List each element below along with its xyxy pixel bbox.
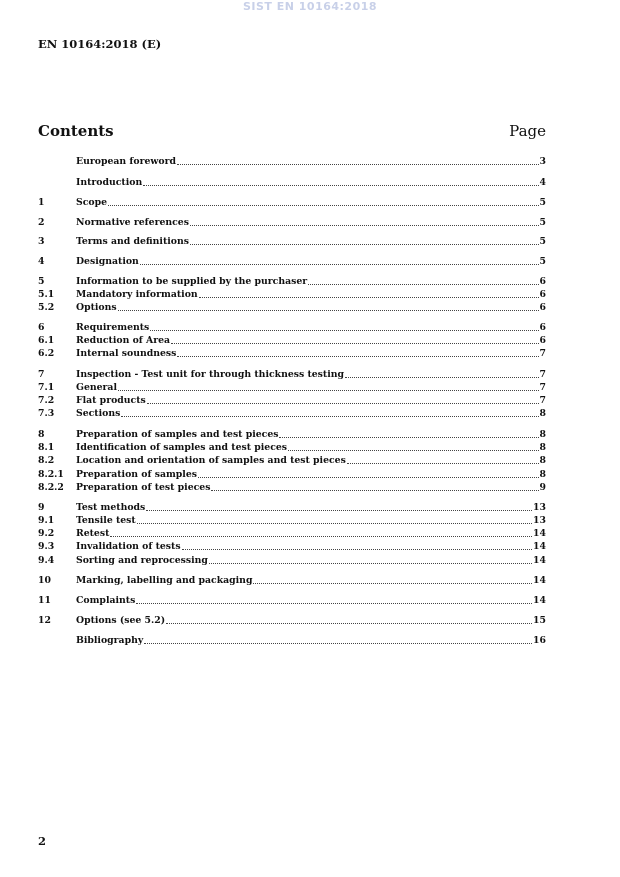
toc-entry-page: 8: [539, 429, 546, 440]
toc-entry-number: 6.2: [38, 348, 55, 359]
toc-entry-title: Mandatory information: [76, 289, 198, 300]
toc-entry-page: 16: [533, 635, 546, 646]
toc-entry[interactable]: [38, 368, 546, 381]
toc-leader-dots: [308, 283, 538, 285]
toc-leader-dots: [118, 309, 539, 311]
toc-entry-title: Tensile test: [76, 515, 136, 526]
toc-entry-number: 6.1: [38, 335, 55, 346]
toc-entry-page: 14: [533, 555, 546, 566]
toc-entry-title: Test methods: [76, 502, 146, 513]
toc-entry-page: 9: [539, 482, 546, 493]
toc-entry-title: Retest: [76, 528, 110, 539]
toc-entry[interactable]: [38, 288, 546, 301]
toc-entry-number: 12: [38, 615, 51, 626]
toc-entry-page: 5: [539, 217, 546, 228]
toc-entry[interactable]: [38, 275, 546, 288]
toc-entry-number: 2: [38, 217, 45, 228]
toc-leader-dots: [288, 449, 538, 451]
document-header: EN 10164:2018 (E): [38, 37, 162, 51]
toc-entry[interactable]: [38, 347, 546, 360]
toc-entry[interactable]: [38, 381, 546, 394]
toc-entry[interactable]: [38, 155, 546, 168]
toc-entry[interactable]: [38, 301, 546, 314]
toc-leader-dots: [279, 436, 538, 438]
toc-leader-dots: [140, 263, 539, 265]
toc-entry[interactable]: [38, 527, 546, 540]
toc-leader-dots: [190, 243, 539, 245]
toc-entry[interactable]: [38, 594, 546, 607]
toc-entry[interactable]: [38, 255, 546, 268]
toc-leader-dots: [199, 296, 539, 298]
toc-entry-number: 9.4: [38, 555, 55, 566]
toc-leader-dots: [198, 476, 539, 478]
toc-entry-title: Sorting and reprocessing: [76, 555, 208, 566]
toc-entry-page: 14: [533, 528, 546, 539]
toc-entry-title: Identification of samples and test pieces: [76, 442, 288, 453]
toc-leader-dots: [110, 535, 532, 537]
toc-entry-number: 8.2: [38, 455, 55, 466]
toc-entry-title: Information to be supplied by the purchaser: [76, 276, 308, 287]
toc-entry-number: 7: [38, 369, 45, 380]
toc-entry[interactable]: [38, 321, 546, 334]
toc-entry-title: Requirements: [76, 322, 150, 333]
toc-leader-dots: [177, 163, 539, 165]
toc-entry[interactable]: [38, 614, 546, 627]
toc-entry-page: 6: [539, 276, 546, 287]
toc-entry-title: General: [76, 382, 117, 393]
toc-entry-page: 6: [539, 302, 546, 313]
toc-entry-page: 15: [533, 615, 546, 626]
toc-entry-title: Sections: [76, 408, 121, 419]
toc-entry-page: 7: [539, 369, 546, 380]
toc-entry[interactable]: [38, 501, 546, 514]
toc-entry-number: 9.2: [38, 528, 55, 539]
toc-entry-title: Terms and definitions: [76, 236, 189, 247]
toc-entry[interactable]: [38, 540, 546, 553]
toc-entry-title: Preparation of samples and test pieces: [76, 429, 279, 440]
toc-entry-title: Reduction of Area: [76, 335, 171, 346]
toc-leader-dots: [144, 642, 532, 644]
toc-entry-number: 7.2: [38, 395, 55, 406]
toc-entry-page: 14: [533, 575, 546, 586]
toc-leader-dots: [121, 415, 538, 417]
toc-entry[interactable]: [38, 514, 546, 527]
toc-leader-dots: [211, 489, 538, 491]
page-column-label: Page: [509, 122, 546, 140]
toc-entry[interactable]: [38, 454, 546, 467]
toc-entry[interactable]: [38, 554, 546, 567]
toc-entry[interactable]: [38, 394, 546, 407]
toc-entry-number: 8.2.1: [38, 469, 64, 480]
toc-leader-dots: [171, 342, 538, 344]
toc-entry-number: 4: [38, 256, 45, 267]
toc-entry-title: Internal soundness: [76, 348, 177, 359]
toc-entry-number: 8.1: [38, 442, 55, 453]
toc-entry-title: Options: [76, 302, 117, 313]
toc-entry[interactable]: [38, 176, 546, 189]
toc-leader-dots: [137, 522, 532, 524]
toc-leader-dots: [108, 204, 539, 206]
toc-entry-page: 7: [539, 395, 546, 406]
toc-leader-dots: [177, 355, 538, 357]
toc-entry-title: Introduction: [76, 177, 143, 188]
toc-leader-dots: [345, 376, 539, 378]
toc-entry[interactable]: [38, 441, 546, 454]
watermark: SIST EN 10164:2018: [242, 0, 378, 13]
toc-entry-page: 13: [533, 515, 546, 526]
toc-entry-title: Preparation of test pieces: [76, 482, 211, 493]
toc-entry-page: 8: [539, 469, 546, 480]
toc-entry-number: 7.3: [38, 408, 55, 419]
toc-entry-title: Inspection - Test unit for through thickness testing: [76, 369, 344, 380]
toc-entry-number: 10: [38, 575, 51, 586]
toc-entry[interactable]: [38, 216, 546, 229]
toc-entry[interactable]: [38, 428, 546, 441]
toc-entry-page: 14: [533, 541, 546, 552]
toc-entry-number: 1: [38, 197, 45, 208]
toc-entry-page: 7: [539, 382, 546, 393]
toc-entry-title: Invalidation of tests: [76, 541, 181, 552]
toc-entry-number: 5: [38, 276, 45, 287]
toc-entry-page: 8: [539, 442, 546, 453]
toc-entry-number: 9: [38, 502, 45, 513]
toc-entry-title: Preparation of samples: [76, 469, 197, 480]
toc-entry-title: Designation: [76, 256, 139, 267]
toc-leader-dots: [147, 402, 539, 404]
toc-leader-dots: [146, 509, 532, 511]
toc-entry[interactable]: [38, 196, 546, 209]
toc-entry-page: 7: [539, 348, 546, 359]
toc-leader-dots: [118, 389, 539, 391]
toc-leader-dots: [190, 224, 539, 226]
toc-entry[interactable]: [38, 481, 546, 494]
toc-entry-page: 3: [539, 156, 546, 167]
toc-entry-page: 5: [539, 256, 546, 267]
toc-entry-page: 5: [539, 197, 546, 208]
toc-entry-number: 3: [38, 236, 45, 247]
toc-entry-page: 13: [533, 502, 546, 513]
toc-entry-page: 8: [539, 455, 546, 466]
toc-entry[interactable]: [38, 634, 546, 647]
toc-leader-dots: [150, 329, 538, 331]
toc-entry-number: 11: [38, 595, 51, 606]
toc-leader-dots: [182, 548, 532, 550]
toc-entry-page: 8: [539, 408, 546, 419]
toc-entry[interactable]: [38, 235, 546, 248]
toc-entry-number: 6: [38, 322, 45, 333]
toc-entry-number: 7.1: [38, 382, 55, 393]
toc-entry-page: 14: [533, 595, 546, 606]
toc-leader-dots: [253, 582, 532, 584]
contents-title: Contents: [38, 122, 114, 140]
toc-entry-title: Bibliography: [76, 635, 144, 646]
toc-leader-dots: [209, 562, 532, 564]
toc-entry-number: 8: [38, 429, 45, 440]
toc-entry[interactable]: [38, 574, 546, 587]
toc-entry-page: 6: [539, 289, 546, 300]
toc-entry-title: Normative references: [76, 217, 189, 228]
toc-entry[interactable]: [38, 407, 546, 420]
toc-entry-number: 9.3: [38, 541, 55, 552]
toc-entry-title: Marking, labelling and packaging: [76, 575, 253, 586]
toc-entry-number: 5.2: [38, 302, 55, 313]
toc-entry-page: 4: [539, 177, 546, 188]
toc-entry-page: 5: [539, 236, 546, 247]
toc-entry-number: 5.1: [38, 289, 55, 300]
toc-entry-page: 6: [539, 335, 546, 346]
toc-entry-title: Scope: [76, 197, 107, 208]
toc-leader-dots: [136, 602, 532, 604]
toc-entry-page: 6: [539, 322, 546, 333]
toc-leader-dots: [166, 622, 532, 624]
toc-entry-number: 8.2.2: [38, 482, 64, 493]
toc-entry-title: Flat products: [76, 395, 146, 406]
toc-entry[interactable]: [38, 334, 546, 347]
toc-entry-title: Complaints: [76, 595, 136, 606]
toc-entry-number: 9.1: [38, 515, 55, 526]
toc-entry[interactable]: [38, 468, 546, 481]
toc-entry-title: European foreword: [76, 156, 176, 167]
toc-leader-dots: [347, 462, 539, 464]
toc-entry-title: Options (see 5.2): [76, 615, 166, 626]
toc-leader-dots: [143, 184, 538, 186]
toc-entry-title: Location and orientation of samples and test pieces: [76, 455, 346, 466]
footer-page-number: 2: [38, 834, 47, 848]
